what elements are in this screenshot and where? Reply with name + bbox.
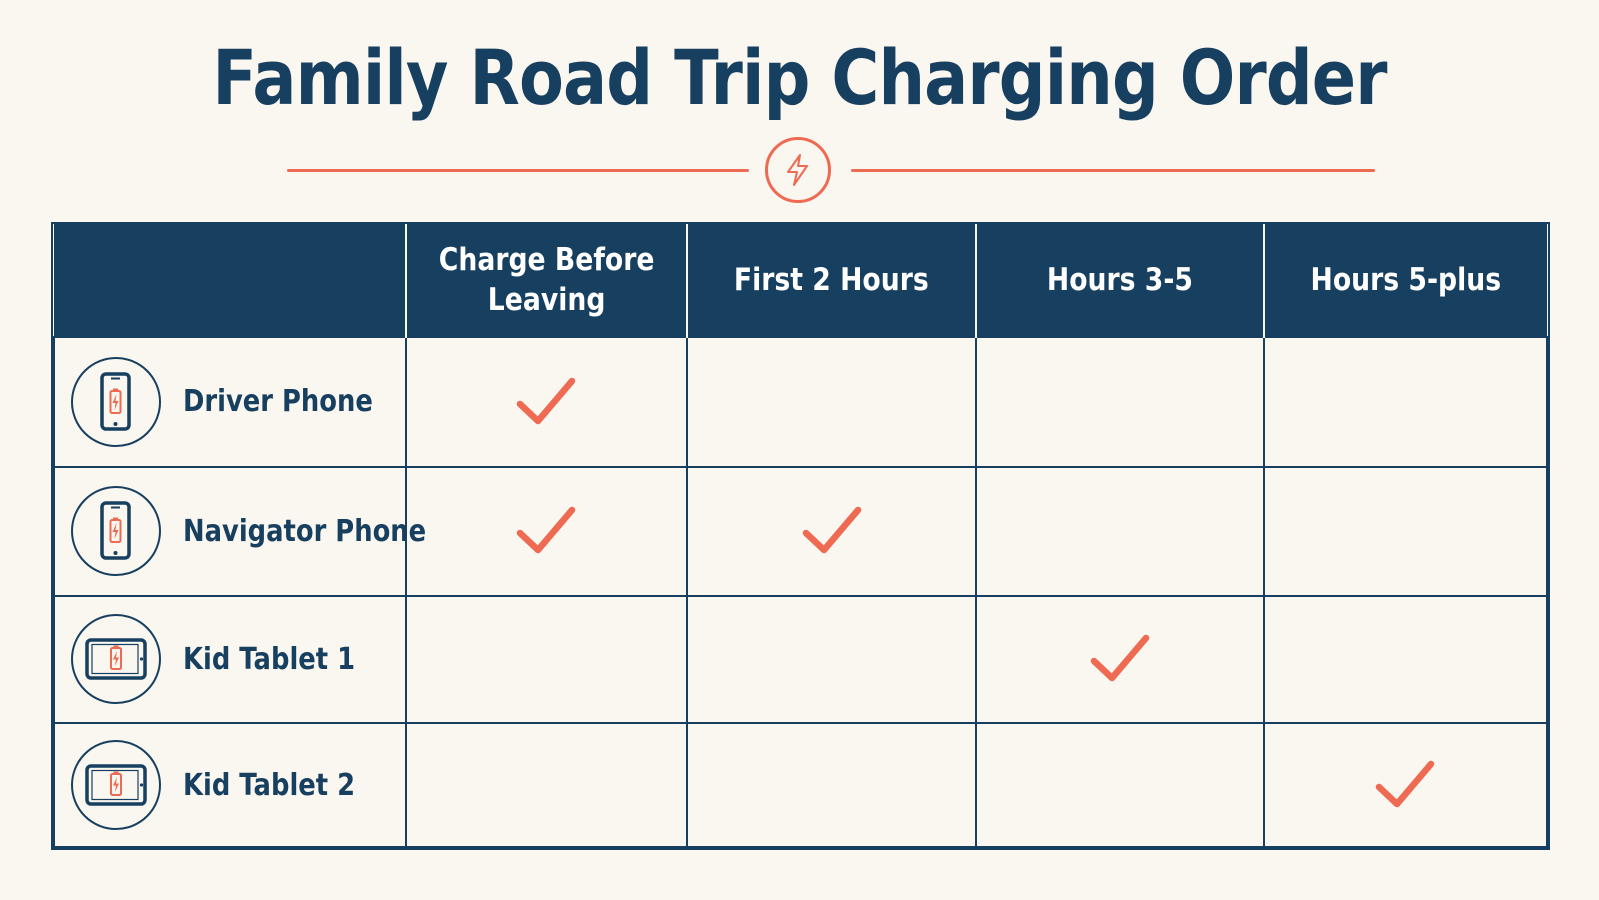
tablet-battery-icon [71, 614, 161, 704]
schedule-cell [406, 723, 687, 847]
device-label: Driver Phone [183, 384, 373, 420]
phone-battery-icon [71, 486, 161, 576]
device-label: Kid Tablet 1 [183, 641, 356, 677]
checkmark-icon [800, 503, 864, 559]
checkmark-icon [514, 503, 578, 559]
header-charge-before-leaving: Charge Before Leaving [406, 224, 687, 337]
schedule-cell [687, 596, 976, 724]
page-title: Family Road Trip Charging Order [212, 33, 1387, 122]
schedule-cell [687, 723, 976, 847]
checkmark-icon [1373, 757, 1437, 813]
table-row [54, 467, 1547, 596]
schedule-cell [687, 337, 976, 467]
device-cell [54, 467, 427, 596]
schedule-cell [406, 467, 687, 596]
table-row [54, 337, 1547, 467]
table-header-row [54, 224, 1547, 337]
schedule-cell [1264, 337, 1547, 467]
title-divider-right [851, 169, 1375, 172]
phone-battery-icon [71, 357, 161, 447]
device-label: Kid Tablet 2 [183, 767, 356, 803]
device-cell [54, 596, 406, 724]
lightning-bolt-icon [765, 137, 831, 203]
title-divider-left [287, 169, 749, 172]
schedule-cell [687, 467, 976, 596]
header-hours-5-plus: Hours 5-plus [1264, 224, 1547, 337]
header-first-2-hours: First 2 Hours [687, 224, 976, 337]
schedule-cell [406, 337, 687, 467]
schedule-cell [406, 596, 687, 724]
header-hours-3-5: Hours 3-5 [976, 224, 1263, 337]
checkmark-icon [514, 374, 578, 430]
header-device-column [54, 224, 406, 337]
schedule-cell [976, 723, 1263, 847]
tablet-battery-icon [71, 740, 161, 830]
device-cell [54, 337, 406, 467]
schedule-cell [1264, 467, 1547, 596]
device-label: Navigator Phone [183, 513, 427, 549]
schedule-cell [1264, 596, 1547, 724]
charging-schedule-table [53, 224, 1548, 848]
checkmark-icon [1088, 631, 1152, 687]
schedule-cell [976, 337, 1263, 467]
schedule-cell [976, 467, 1263, 596]
device-cell [54, 723, 406, 847]
schedule-cell [976, 596, 1263, 724]
schedule-cell [1264, 723, 1547, 847]
table-row [54, 723, 1547, 847]
table-row [54, 596, 1547, 724]
